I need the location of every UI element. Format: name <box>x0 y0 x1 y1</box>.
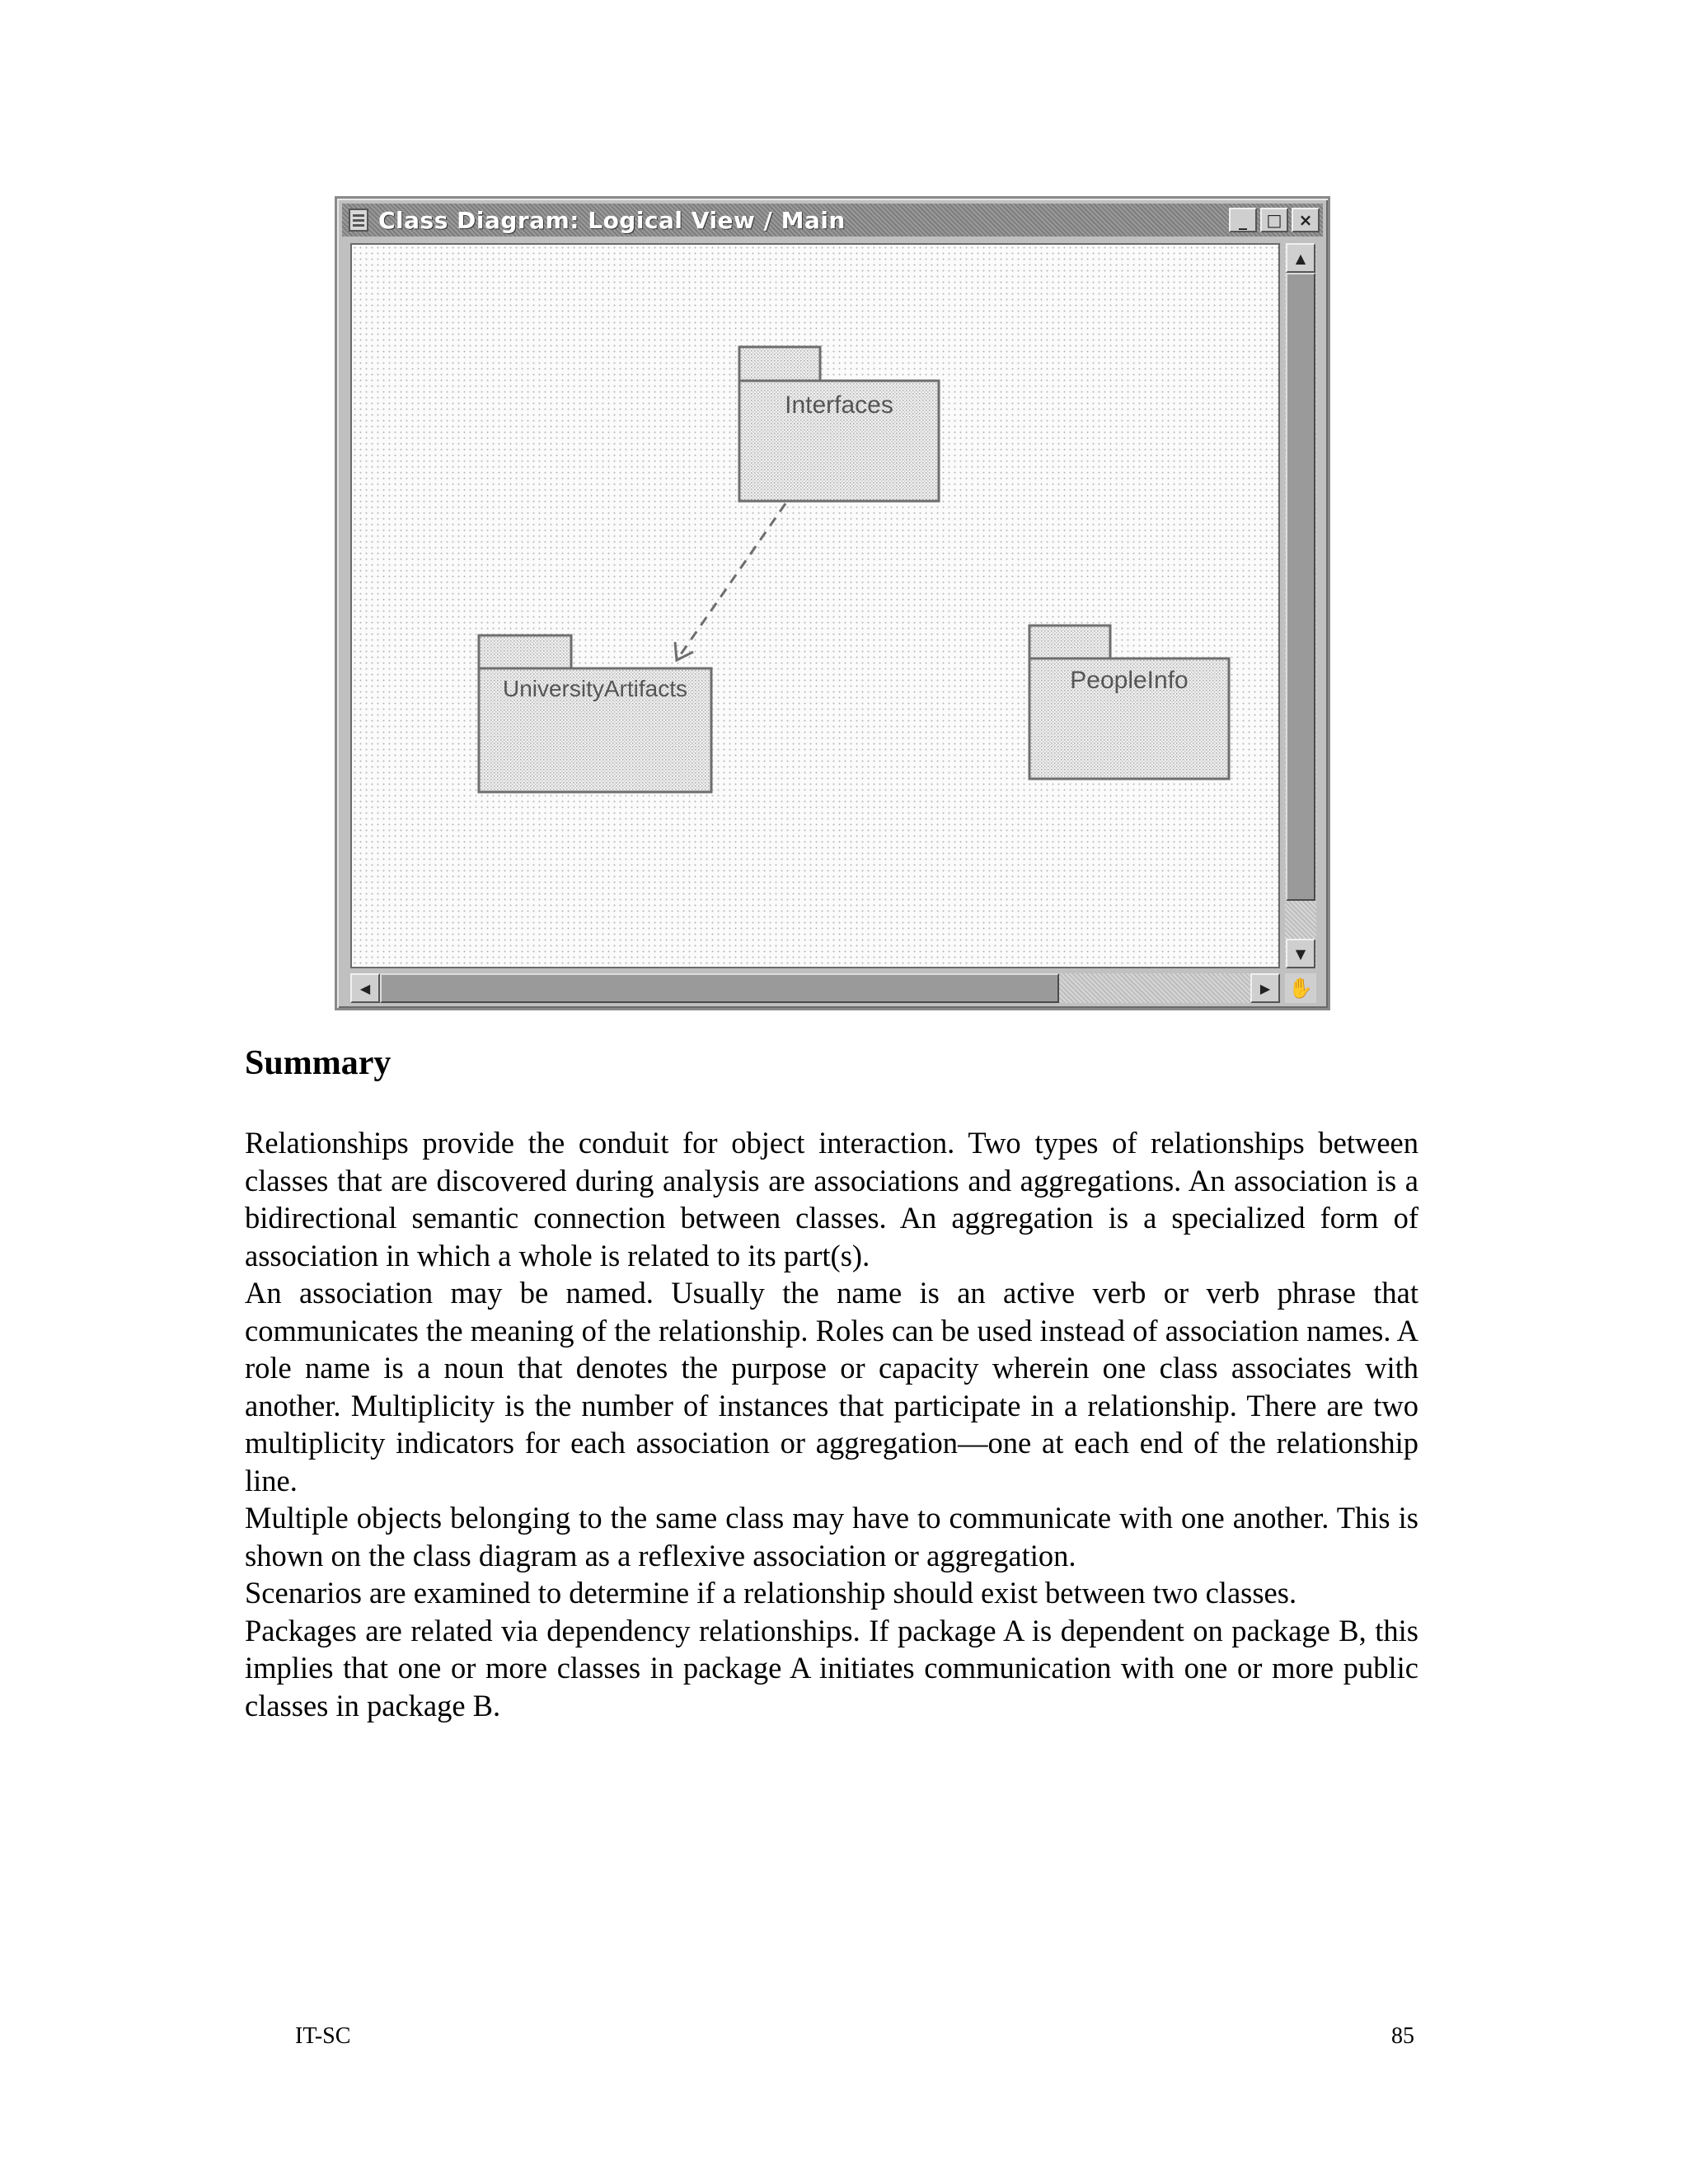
summary-body <box>245 1124 1418 1724</box>
footer-label: IT-SC <box>295 2023 351 2049</box>
package-interfaces[interactable] <box>739 347 939 501</box>
window-controls <box>1229 208 1320 232</box>
minimize-button[interactable]: _ <box>1229 208 1257 232</box>
package-label-peopleinfo: PeopleInfo <box>1070 667 1189 694</box>
summary-paragraph: Packages are related via dependency relationships. If package A is dependent on package B, this implies that one or more classes in package A initiates communication with one or more public classes in package B. <box>245 1613 1418 1722</box>
package-tab <box>739 347 820 382</box>
window-titlebar[interactable] <box>342 204 1323 237</box>
package-label-interfaces: Interfaces <box>785 391 893 419</box>
horizontal-scrollbar[interactable] <box>350 973 1280 1003</box>
dependency-arrow[interactable] <box>675 504 785 660</box>
diagram-canvas[interactable] <box>350 243 1280 968</box>
vertical-scroll-thumb[interactable] <box>1286 273 1315 901</box>
diagram-window-icon[interactable] <box>349 209 368 232</box>
section-heading: Summary <box>245 1044 392 1082</box>
scroll-down-button[interactable]: ▼ <box>1286 939 1315 968</box>
scroll-left-button[interactable]: ◀ <box>350 973 380 1003</box>
scroll-right-button[interactable]: ▶ <box>1250 973 1280 1003</box>
package-tab <box>1029 626 1110 660</box>
vertical-scrollbar[interactable] <box>1285 243 1316 968</box>
pan-hand-icon[interactable]: ✋ <box>1285 973 1316 1003</box>
package-label-university-artifacts: UniversityArtifacts <box>502 676 688 701</box>
summary-paragraph: Multiple objects belonging to the same class may have to communicate with one another. This is shown on the class diagram as a reflexive association or aggregation. <box>245 1501 1418 1572</box>
summary-paragraph: Scenarios are examined to determine if a relationship should exist between two classes. <box>245 1576 1297 1610</box>
summary-paragraph: Relationships provide the conduit for object interaction. Two types of relationships between classes that are discovered during analysis are associations and aggregations. An association is a bidirectional semantic connection between classes. An aggregation is a specialized form of association in which a whole is related to its part(s). <box>245 1126 1418 1272</box>
package-tab <box>479 635 571 670</box>
close-button[interactable]: × <box>1292 208 1320 232</box>
package-diagram <box>352 245 1278 967</box>
scroll-up-button[interactable]: ▲ <box>1286 243 1315 273</box>
window-title: Class Diagram: Logical View / Main <box>378 206 846 234</box>
class-diagram-window <box>335 196 1330 1010</box>
package-peopleinfo[interactable] <box>1029 626 1229 779</box>
page-number: 85 <box>1391 2023 1414 2049</box>
summary-paragraph: An association may be named. Usually the name is an active verb or verb phrase that communicates the meaning of the relationship. Roles can be used instead of association names. A role name is a noun that denotes the purpose or capacity wherein one class associates with another. Multiplicity is the number of instances that participate in a relationship. There are two multiplicity indicators for each association or aggregation—one at each end of the relationship line. <box>245 1276 1418 1497</box>
horizontal-scroll-thumb[interactable] <box>380 973 1059 1003</box>
maximize-button[interactable]: □ <box>1260 208 1288 232</box>
